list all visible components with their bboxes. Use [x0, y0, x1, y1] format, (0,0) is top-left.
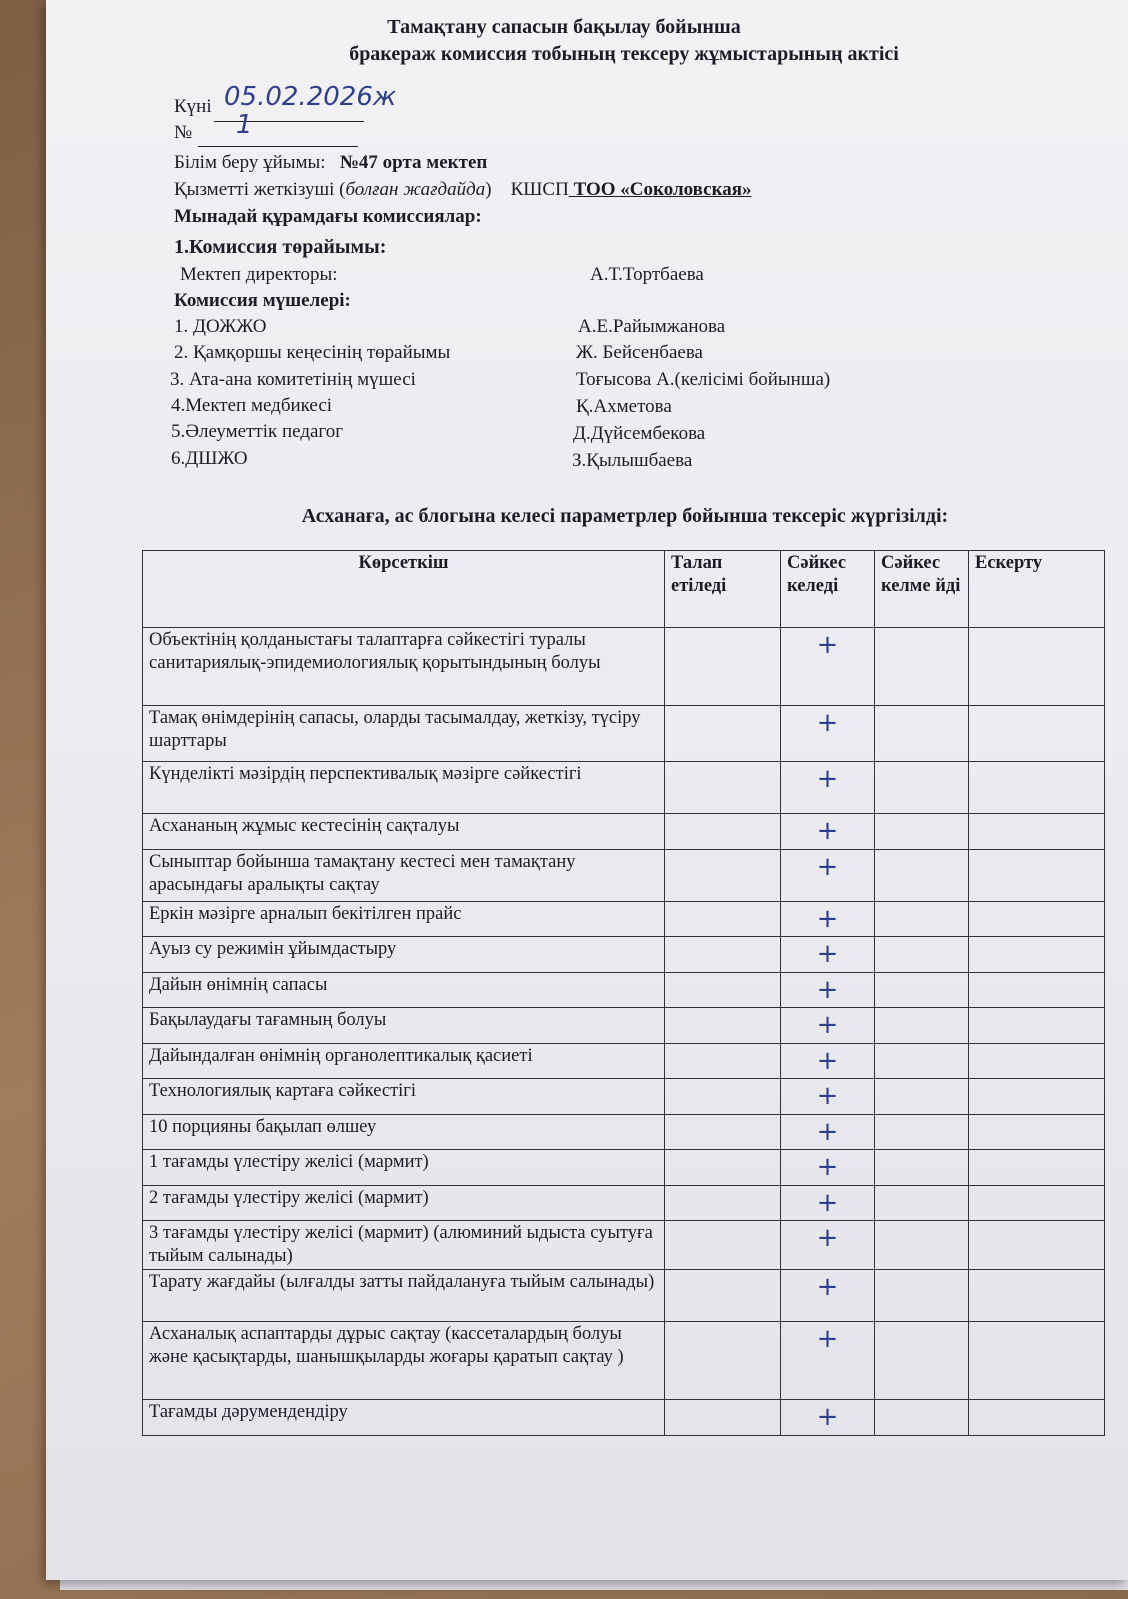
- compliant-mark: +: [781, 762, 875, 814]
- required-cell: [665, 1150, 781, 1186]
- member-role: 4.Мектеп медбикесі: [171, 395, 333, 416]
- inspection-table: [142, 550, 1105, 1436]
- indicator-cell: Дайындалған өнімнің органолептикалық қасиеті: [143, 1043, 665, 1079]
- supplier-row: [174, 179, 752, 201]
- note-cell: [969, 1008, 1105, 1044]
- indicator-cell: Тағамды дәрумендендіру: [143, 1400, 665, 1436]
- supplier-value: ТОО «Соколовская»: [568, 179, 752, 200]
- document-title-line-2: бракераж комиссия тобының тексеру жұмыстарының актісі: [349, 43, 899, 65]
- member-name: Қ.Ахметова: [576, 396, 672, 417]
- column-header-note: Ескерту: [969, 551, 1105, 628]
- supplier-label-italic: болған жағдайда: [345, 179, 486, 200]
- compliant-mark: +: [781, 1079, 875, 1115]
- table-row: [143, 1270, 1105, 1322]
- table-row: [143, 901, 1105, 937]
- member-role: 6.ДШЖО: [171, 448, 248, 469]
- required-cell: [665, 1114, 781, 1150]
- member-role: 2. Қамқоршы кеңесінің төрайымы: [174, 342, 451, 363]
- required-cell: [665, 1043, 781, 1079]
- required-cell: [665, 1008, 781, 1044]
- noncompliant-cell: [875, 628, 969, 706]
- organization-label: Білім беру ұйымы:: [174, 152, 326, 173]
- note-cell: [969, 1150, 1105, 1186]
- compliant-mark: +: [781, 1270, 875, 1322]
- supplier-label: Қызметті жеткізуші (: [174, 179, 346, 200]
- member-name: А.Е.Райымжанова: [578, 316, 726, 337]
- note-cell: [969, 1270, 1105, 1322]
- compliant-mark: +: [781, 1185, 875, 1221]
- member-name: Ж. Бейсенбаева: [576, 342, 703, 363]
- compliant-mark: +: [781, 1043, 875, 1079]
- required-cell: [665, 762, 781, 814]
- compliant-mark: +: [781, 937, 875, 973]
- member-name: З.Қылышбаева: [572, 450, 693, 471]
- indicator-cell: Объектінің қолданыстағы талаптарға сәйкестігі туралы санитариялық-эпидемиологиялық қорытындының болуы: [143, 628, 665, 706]
- table-row: [143, 762, 1105, 814]
- date-label: Күні: [174, 96, 212, 117]
- indicator-cell: 10 порцияны бақылап өлшеу: [143, 1114, 665, 1150]
- note-cell: [969, 849, 1105, 901]
- note-cell: [969, 937, 1105, 973]
- compliant-mark: +: [781, 814, 875, 850]
- indicator-cell: Күнделікті мәзірдің перспективалық мәзірге сәйкестігі: [143, 762, 665, 814]
- note-cell: [969, 1185, 1105, 1221]
- noncompliant-cell: [875, 1150, 969, 1186]
- member-role: 1. ДОЖЖО: [174, 316, 267, 337]
- members-heading: Комиссия мүшелері:: [174, 290, 351, 311]
- organization-value: №47 орта мектеп: [339, 152, 488, 173]
- table-row: [143, 972, 1105, 1008]
- compliant-mark: +: [781, 849, 875, 901]
- compliant-mark: +: [781, 1150, 875, 1186]
- required-cell: [665, 937, 781, 973]
- noncompliant-cell: [875, 901, 969, 937]
- required-cell: [665, 1400, 781, 1436]
- table-row: [143, 1079, 1105, 1115]
- compliant-mark: +: [781, 901, 875, 937]
- noncompliant-cell: [875, 762, 969, 814]
- compliant-mark: +: [781, 1114, 875, 1150]
- member-role: 3. Ата-ана комитетінің мүшесі: [170, 369, 416, 390]
- required-cell: [665, 849, 781, 901]
- column-header-required: Талап етіледі: [665, 551, 781, 628]
- table-row: [143, 1185, 1105, 1221]
- required-cell: [665, 1079, 781, 1115]
- organization-row: [174, 152, 487, 174]
- table-row: [143, 1221, 1105, 1270]
- column-header-indicator: Көрсеткіш: [143, 551, 665, 628]
- required-cell: [665, 628, 781, 706]
- note-cell: [969, 1043, 1105, 1079]
- number-handwritten-value: 1: [236, 110, 253, 140]
- noncompliant-cell: [875, 1114, 969, 1150]
- member-name: Тоғысова А.(келісімі бойынша): [576, 369, 831, 390]
- required-cell: [665, 1221, 781, 1270]
- indicator-cell: Тамақ өнімдерінің сапасы, оларды тасымалдау, жеткізу, түсіру шарттары: [143, 706, 665, 762]
- required-cell: [665, 814, 781, 850]
- noncompliant-cell: [875, 1400, 969, 1436]
- compliant-mark: +: [781, 1008, 875, 1044]
- compliant-mark: +: [781, 706, 875, 762]
- required-cell: [665, 1270, 781, 1322]
- indicator-cell: Асхананың жұмыс кестесінің сақталуы: [143, 814, 665, 850]
- indicator-cell: Еркін мәзірге арналып бекітілген прайс: [143, 901, 665, 937]
- noncompliant-cell: [875, 706, 969, 762]
- table-header-row: [143, 551, 1105, 628]
- required-cell: [665, 901, 781, 937]
- noncompliant-cell: [875, 849, 969, 901]
- indicator-cell: Дайын өнімнің сапасы: [143, 972, 665, 1008]
- note-cell: [969, 814, 1105, 850]
- indicator-cell: 3 тағамды үлестіру желісі (мармит) (алюминий ыдыста суытуға тыйым салынады): [143, 1221, 665, 1270]
- table-row: [143, 1150, 1105, 1186]
- table-row: [143, 706, 1105, 762]
- indicator-cell: Тарату жағдайы (ылғалды затты пайдалануға тыйым салынады): [143, 1270, 665, 1322]
- compliant-mark: +: [781, 972, 875, 1008]
- section-title: Асханаға, ас блогына келесі параметрлер бойынша тексеріс жүргізілді:: [301, 505, 949, 527]
- table-row: [143, 814, 1105, 850]
- indicator-cell: 1 тағамды үлестіру желісі (мармит): [143, 1150, 665, 1186]
- noncompliant-cell: [875, 1043, 969, 1079]
- compliant-mark: +: [781, 1322, 875, 1400]
- table-row: [143, 628, 1105, 706]
- date-handwritten-value: 05.02.2026ж: [224, 82, 397, 112]
- note-cell: [969, 1322, 1105, 1400]
- noncompliant-cell: [875, 1079, 969, 1115]
- noncompliant-cell: [875, 972, 969, 1008]
- compliant-mark: +: [781, 628, 875, 706]
- supplier-label-end: ): [485, 179, 492, 200]
- indicator-cell: Сыныптар бойынша тамақтану кестесі мен тамақтану арасындағы аралықты сақтау: [143, 849, 665, 901]
- indicator-cell: 2 тағамды үлестіру желісі (мармит): [143, 1185, 665, 1221]
- table-row: [143, 1114, 1105, 1150]
- table-row: [143, 849, 1105, 901]
- required-cell: [665, 972, 781, 1008]
- compliant-mark: +: [781, 1400, 875, 1436]
- noncompliant-cell: [875, 1322, 969, 1400]
- supplier-prefix: КШСП: [510, 179, 569, 200]
- chair-role: Мектеп директоры:: [180, 264, 338, 285]
- required-cell: [665, 1185, 781, 1221]
- note-cell: [969, 1079, 1105, 1115]
- indicator-cell: Асханалық аспаптарды дұрыс сақтау (кассеталардың болуы және қасықтарды, шанышқыларды жоғары қаратып сақтау ): [143, 1322, 665, 1400]
- noncompliant-cell: [875, 1270, 969, 1322]
- number-underline: [198, 146, 358, 147]
- noncompliant-cell: [875, 814, 969, 850]
- required-cell: [665, 1322, 781, 1400]
- chair-heading: 1.Комиссия төрайымы:: [174, 236, 387, 258]
- table-row: [143, 1400, 1105, 1436]
- member-name: Д.Дүйсембекова: [573, 423, 706, 444]
- noncompliant-cell: [875, 1221, 969, 1270]
- chair-name: А.Т.Тортбаева: [590, 264, 704, 285]
- commission-heading: Мынадай құрамдағы комиссиялар:: [174, 206, 482, 227]
- table-row: [143, 937, 1105, 973]
- note-cell: [969, 762, 1105, 814]
- note-cell: [969, 1221, 1105, 1270]
- note-cell: [969, 972, 1105, 1008]
- number-label: №: [174, 122, 193, 143]
- compliant-mark: +: [781, 1221, 875, 1270]
- note-cell: [969, 1114, 1105, 1150]
- note-cell: [969, 901, 1105, 937]
- noncompliant-cell: [875, 937, 969, 973]
- column-header-noncompliant: Сәйкес келме йді: [875, 551, 969, 628]
- document-title-line-1: Тамақтану сапасын бақылау бойынша: [387, 16, 741, 38]
- table-row: [143, 1043, 1105, 1079]
- indicator-cell: Ауыз су режимін ұйымдастыру: [143, 937, 665, 973]
- note-cell: [969, 628, 1105, 706]
- member-role: 5.Әлеуметтік педагог: [171, 421, 344, 442]
- indicator-cell: Технологиялық картаға сәйкестігі: [143, 1079, 665, 1115]
- table-row: [143, 1008, 1105, 1044]
- required-cell: [665, 706, 781, 762]
- note-cell: [969, 706, 1105, 762]
- noncompliant-cell: [875, 1185, 969, 1221]
- note-cell: [969, 1400, 1105, 1436]
- column-header-compliant: Сәйкес келеді: [781, 551, 875, 628]
- indicator-cell: Бақылаудағы тағамның болуы: [143, 1008, 665, 1044]
- noncompliant-cell: [875, 1008, 969, 1044]
- table-row: [143, 1322, 1105, 1400]
